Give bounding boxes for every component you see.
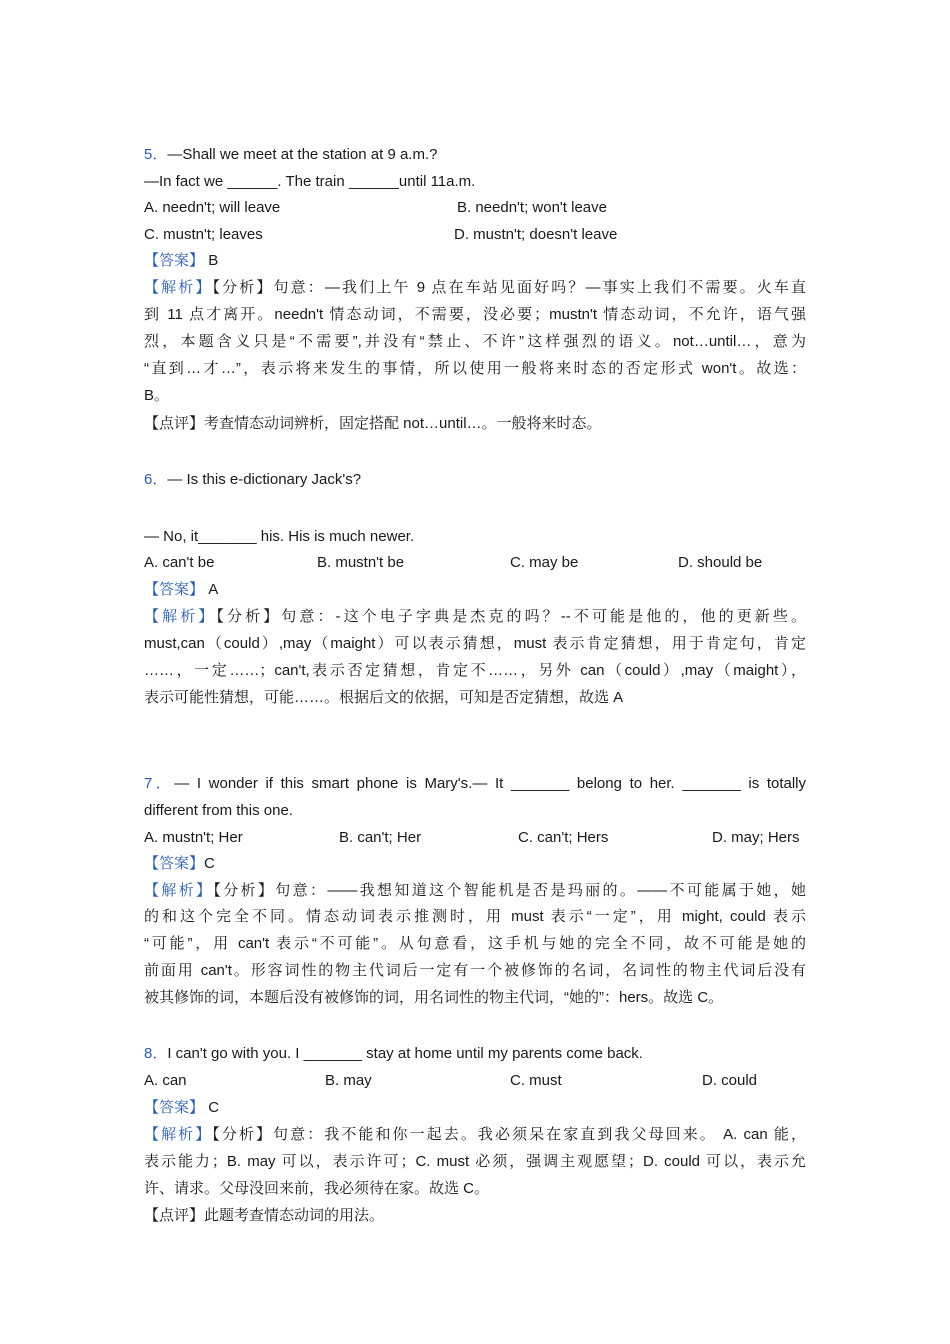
q6-answer (144, 580, 806, 600)
q5-stem-line-2: —In fact we ______. The train ______until 11a.m. (144, 173, 476, 190)
q8-option-c: C. must (510, 1072, 562, 1089)
q5-option-b: B. needn't; won't leave (457, 199, 607, 216)
q6-analysis-text-1: 【分析】句意：-这个电子字典是杰克的吗？--不可能是他的，他的更新些。 (216, 608, 806, 625)
q8-answer-tag: 【答案】 (144, 1099, 205, 1116)
q8-analysis-text-1: 【分析】句意：我不能和你一起去。我必须呆在家直到我父母回来。 A. can 能， (212, 1126, 806, 1143)
q7-analysis-tag: 【解析】 (144, 882, 214, 899)
q5-analysis-line-3: 烈，本题含义只是“不需要”,并没有“禁止、不许”这样强烈的语义。not…until…，意为 (144, 333, 806, 350)
q8-stem-line-1 (144, 1044, 806, 1064)
q6-option-b: B. mustn't be (317, 554, 405, 571)
q6-analysis-line-2: must,can（could）,may（maight）可以表示猜想，must 表示肯定猜想，用于肯定句，肯定 (144, 635, 806, 652)
q8-analysis-line-1 (144, 1125, 806, 1145)
q8-analysis-line-3: 许、请求。父母没回来前，我必须待在家。故选 C。 (144, 1180, 490, 1197)
q5-answer-tag: 【答案】 (144, 252, 205, 269)
q5-analysis-tag: 【解析】 (144, 279, 213, 296)
q6-answer-value: A (208, 581, 219, 598)
q7-answer (144, 854, 806, 874)
q7-analysis-text-1: 【分析】句意：——我想知道这个智能机是否是玛丽的。——不可能属于她，她 (213, 882, 806, 899)
q7-stem-text-1: — I wonder if this smart phone is Mary's.— It _______ belong to her. _______ is totally (174, 775, 806, 792)
q8-analysis-tag: 【解析】 (144, 1126, 213, 1143)
q6-number: 6． (144, 471, 168, 488)
q5-option-d: D. mustn't; doesn't leave (454, 226, 618, 243)
q7-analysis-line-4: 前面用 can't。形容词性的物主代词后一定有一个被修饰的名词，名词性的物主代词后没有 (144, 962, 806, 979)
q5-analysis-line-4: “直到…才…”，表示将来发生的事情，所以使用一般将来时态的否定形式 won't。故选： (144, 360, 806, 377)
q8-stem-text-1: I can't go with you. I _______ stay at home until my parents come back. (167, 1045, 643, 1062)
q5-analysis-line-5: B。 (144, 387, 170, 404)
q5-option-c: C. mustn't; leaves (144, 226, 263, 243)
q7-number: 7． (144, 775, 175, 792)
q5-analysis-line-1 (144, 278, 806, 298)
q8-option-d: D. could (702, 1072, 758, 1089)
q8-answer-value: C (208, 1099, 220, 1116)
q5-analysis-text-1: 【分析】句意：—我们上午 9 点在车站见面好吗？—事实上我们不需要。火车直 (212, 279, 806, 296)
q6-answer-tag: 【答案】 (144, 581, 205, 598)
q6-option-a: A. can't be (144, 554, 215, 571)
q5-number: 5． (144, 146, 168, 163)
q5-stem-text-1: —Shall we meet at the station at 9 a.m.? (167, 146, 438, 163)
q6-stem-text-1: — Is this e-dictionary Jack's? (167, 471, 362, 488)
q6-option-c: C. may be (510, 554, 579, 571)
q5-option-a: A. needn't; will leave (144, 199, 281, 216)
q5-stem-line-1 (144, 145, 806, 165)
q8-analysis-line-2: 表示能力；B. may 可以，表示许可；C. must 必须，强调主观愿望；D. could 可以，表示允 (144, 1153, 806, 1170)
q7-option-d: D. may; Hers (712, 829, 800, 846)
q5-answer-value: B (208, 252, 219, 269)
q8-answer (144, 1098, 806, 1118)
q7-analysis-line-1 (144, 881, 806, 901)
q7-answer-tag: 【答案】 (144, 855, 205, 872)
q6-analysis-line-3: ……，一定……；can't,表示否定猜想，肯定不……，另外 can（could）,may（maight）， (144, 662, 806, 679)
q5-answer (144, 251, 806, 271)
q7-analysis-line-5: 被其修饰的词，本题后没有被修饰的词，用名词性的物主代词，“她的”：hers。故选 C。 (144, 989, 724, 1006)
q5-comment: 【点评】考查情态动词辨析，固定搭配 not…until…。一般将来时态。 (144, 415, 602, 432)
q6-stem-line-2: — No, it_______ his. His is much newer. (144, 528, 415, 545)
q7-analysis-line-3: “可能”，用 can't 表示“不可能”。从句意看，这手机与她的完全不同，故不可能是她的 (144, 935, 806, 952)
q6-option-d: D. should be (678, 554, 763, 571)
q7-option-c: C. can't; Hers (518, 829, 609, 846)
q5-analysis-line-2: 到 11 点才离开。needn't 情态动词，不需要，没必要；mustn't 情态动词，不允许，语气强 (144, 306, 806, 323)
q6-analysis-line-4: 表示可能性猜想，可能……。根据后文的依据，可知是否定猜想，故选 A (144, 689, 624, 706)
q6-analysis-line-1 (144, 607, 806, 627)
q8-comment: 【点评】此题考查情态动词的用法。 (144, 1207, 385, 1224)
q7-option-b: B. can't; Her (339, 829, 422, 846)
q6-stem-line-1 (144, 470, 806, 490)
q7-option-a: A. mustn't; Her (144, 829, 243, 846)
q7-analysis-line-2: 的和这个完全不同。情态动词表示推测时，用 must 表示“一定”，用 might, could 表示 (144, 908, 806, 925)
q7-answer-value: C (204, 855, 215, 872)
q6-analysis-tag: 【解析】 (144, 608, 217, 625)
q8-option-a: A. can (144, 1072, 187, 1089)
q7-stem-line-1 (144, 774, 806, 794)
q7-stem-line-2: different from this one. (144, 802, 293, 819)
q8-option-b: B. may (325, 1072, 372, 1089)
q8-number: 8． (144, 1045, 168, 1062)
